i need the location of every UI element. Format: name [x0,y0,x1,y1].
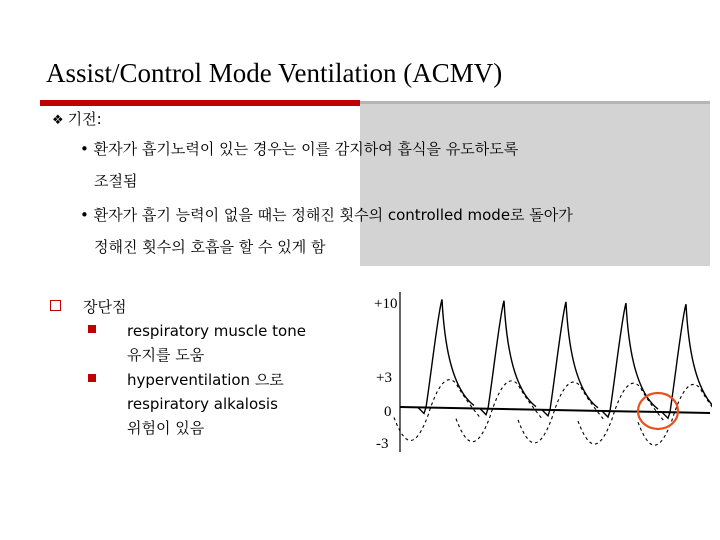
disadvantages-heading [50,298,126,316]
effort-trace-dashed [518,382,604,443]
bullet-1-line-1: 환자가 흡기노력이 있는 경우는 이를 감지하여 흡식을 유도하도록 [93,140,519,158]
slide-title: Assist/Control Mode Ventilation (ACMV) [46,58,503,88]
y-tick-label: +3 [376,370,392,386]
bullet-2-line-1: 환자가 흡기 능력이 없을 때는 정해진 횟수의 controlled mode로 돌아가 [93,206,573,224]
effort-trace-dashed [578,383,664,444]
pressure-breath-trace [418,299,474,413]
shadow-panel-top [360,104,710,266]
pressure-breath-trace [480,301,536,415]
item-2-line-1: hyperventilation 으로 [127,371,284,389]
pressure-breath-trace [542,302,598,416]
title-underline-red [40,100,360,106]
red-square-bullet-icon [88,374,96,382]
waveform-traces [394,299,712,445]
mechanism-bullet-1 [80,140,518,158]
disadvantages-heading-text: 장단점 [83,298,127,316]
baseline-axis [400,407,710,413]
bullet-1-line-2: 조절됨 [94,172,138,190]
y-tick-label: +10 [374,296,398,312]
mechanism-heading [52,110,102,130]
y-tick-label: 0 [384,404,392,420]
y-tick-label: -3 [376,436,389,452]
bullet-dot-icon: • [80,206,94,224]
item-1-line-2: 유지를 도움 [127,346,205,364]
pressure-breath-trace [602,303,658,417]
item-1-line-1: respiratory muscle tone [127,322,306,340]
red-square-bullet-icon [88,325,96,333]
pressure-waveform-figure [372,270,712,452]
mechanism-heading-text: 기전: [67,110,102,128]
item-2-line-3: 위험이 있음 [127,419,205,437]
effort-trace-dashed [456,381,542,442]
mechanism-bullet-2 [80,206,573,224]
waveform-svg [372,270,712,452]
pressure-breath-trace [662,304,712,418]
hollow-square-bullet-icon [50,300,61,311]
bullet-dot-icon: • [80,140,94,158]
effort-trace-dashed [394,380,480,441]
effort-trace-dashed [638,384,712,445]
bullet-2-line-2: 정해진 횟수의 호흡을 할 수 있게 함 [94,238,326,256]
item-2-line-2: respiratory alkalosis [127,395,278,413]
diamond-bullet-icon: ❖ [52,113,64,128]
